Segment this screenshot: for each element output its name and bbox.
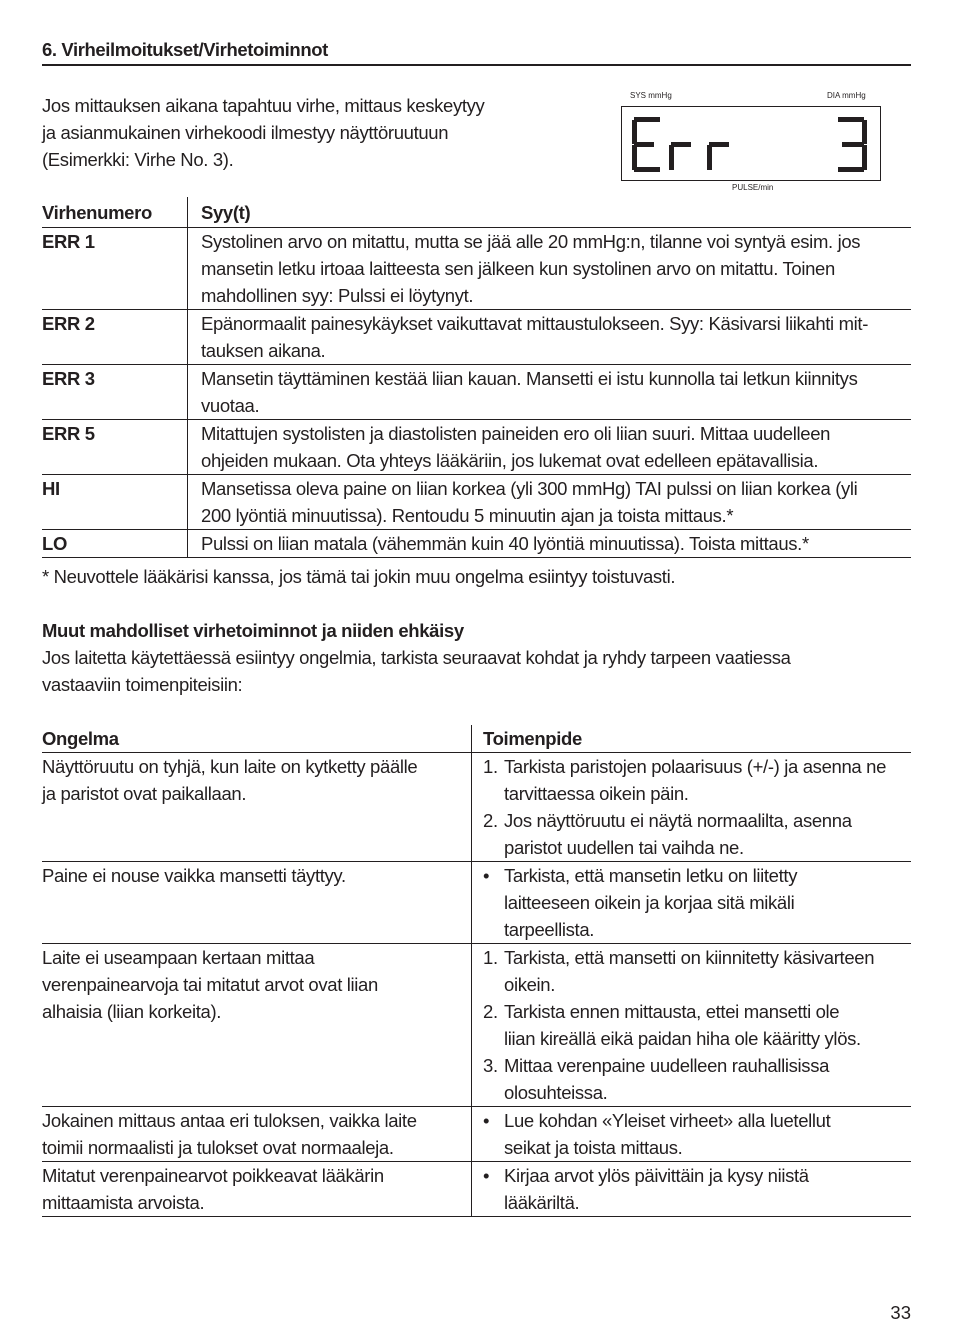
- step-marker: •: [483, 865, 490, 886]
- page-number: 33: [890, 1302, 911, 1323]
- step-marker: 3.: [483, 1055, 498, 1076]
- step-line: Tarkista paristojen polaarisuus (+/-) ja asenna ne: [504, 756, 887, 777]
- cause-line: Mansetin täyttäminen kestää liian kauan. Mansetti ei istu kunnolla tai letkun kiinnitys: [201, 368, 858, 389]
- step-line: olosuhteissa.: [504, 1082, 608, 1103]
- step-text: [504, 998, 911, 1052]
- problem-line: verenpainearvoja tai mitatut arvot ovat liian: [42, 974, 378, 995]
- cause-line: Mansetissa oleva paine on liian korkea (yli 300 mmHg) TAI pulssi on liian korkea (yli: [201, 478, 858, 499]
- cause-line: mahdollinen syy: Pulssi ei löytynyt.: [201, 285, 474, 306]
- remedy-step: [483, 1107, 911, 1161]
- problem-line: Mitatut verenpainearvot poikkeavat lääkärin: [42, 1165, 384, 1186]
- step-line: liian kireällä eikä paidan hiha ole kääritty ylös.: [504, 1028, 861, 1049]
- table-row: [42, 753, 911, 862]
- intro-paragraph: [42, 92, 562, 173]
- error-code: ERR 2: [42, 313, 95, 334]
- cause-line: mansetin letku irtoaa laitteesta sen jälkeen kun systolinen arvo on mitattu. Toinen: [201, 258, 835, 279]
- other-issues-intro: [42, 644, 902, 698]
- table-row: [42, 944, 911, 1107]
- error-cause: [187, 365, 911, 419]
- problem-line: alhaisia (liian korkeita).: [42, 1001, 222, 1022]
- step-line: Lue kohdan «Yleiset virheet» alla luetellut: [504, 1110, 831, 1131]
- lcd-display-illustration: [621, 88, 883, 192]
- table-row: [42, 1162, 911, 1217]
- cause-line: 200 lyöntiä minuutissa). Rentoudu 5 minuutin ajan ja toista mittaus.*: [201, 505, 734, 526]
- remedy-step: [483, 1162, 911, 1216]
- step-line: laitteeseen oikein ja korjaa sitä mikäli: [504, 892, 795, 913]
- problem-description: [42, 862, 471, 943]
- step-text: [504, 753, 911, 807]
- table-row: [42, 475, 911, 530]
- dia-label: DIA mmHg: [827, 91, 866, 100]
- intro-line: Jos mittauksen aikana tapahtuu virhe, mittaus keskeytyy: [42, 95, 485, 116]
- cause-line: vuotaa.: [201, 395, 260, 416]
- lcd-digit-three: [838, 117, 867, 172]
- problem-line: Näyttöruutu on tyhjä, kun laite on kytketty päälle: [42, 756, 418, 777]
- step-marker: •: [483, 1165, 490, 1186]
- remedy-steps: [471, 753, 911, 861]
- cause-line: ohjeiden mukaan. Ota yhteys lääkäriin, jos lukemat ovat edelleen epätavallisia.: [201, 450, 819, 471]
- cause-line: Epänormaalit painesykäykset vaikuttavat mittaustulokseen. Syy: Käsivarsi liikahti mit-: [201, 313, 869, 334]
- cause-line: tauksen aikana.: [201, 340, 326, 361]
- remedy-step: [483, 753, 911, 807]
- problem-line: ja paristot ovat paikallaan.: [42, 783, 247, 804]
- intro-line: (Esimerkki: Virhe No. 3).: [42, 149, 234, 170]
- step-line: Mittaa verenpaine uudelleen rauhallisissa: [504, 1055, 830, 1076]
- problem-description: [42, 1162, 471, 1216]
- intro-line: ja asianmukainen virhekoodi ilmestyy näyttöruutuun: [42, 122, 449, 143]
- step-line: Tarkista ennen mittausta, ettei mansetti ole: [504, 1001, 840, 1022]
- step-line: Tarkista, että mansetti on kiinnitetty käsivarteen: [504, 947, 875, 968]
- step-line: oikein.: [504, 974, 556, 995]
- step-line: seikat ja toista mittaus.: [504, 1137, 683, 1158]
- remedy-step: [483, 1052, 911, 1106]
- header-error-number: Virhenumero: [42, 202, 152, 223]
- troubleshooting-header: [42, 725, 911, 753]
- error-cause: [187, 420, 911, 474]
- table-row: [42, 530, 911, 558]
- header-action: Toimenpide: [471, 725, 911, 752]
- lcd-text-err: [632, 117, 729, 172]
- cause-line: Mitattujen systolisten ja diastolisten paineiden ero oli liian suuri. Mittaa uudelleen: [201, 423, 831, 444]
- remedy-step: [483, 998, 911, 1052]
- cause-line: Pulssi on liian matala (vähemmän kuin 40 lyöntiä minuutissa). Toista mittaus.*: [201, 533, 809, 554]
- problem-line: toimii normaalisti ja tulokset ovat normaaleja.: [42, 1137, 394, 1158]
- error-cause: [187, 530, 911, 557]
- step-text: [504, 807, 911, 861]
- step-line: paristot uudellen tai vaihda ne.: [504, 837, 744, 858]
- table-row: [42, 420, 911, 475]
- problem-line: Paine ei nouse vaikka mansetti täyttyy.: [42, 865, 346, 886]
- step-marker: 1.: [483, 756, 498, 777]
- step-line: lääkäriltä.: [504, 1192, 580, 1213]
- table-row: [42, 365, 911, 420]
- header-problem: Ongelma: [42, 728, 119, 749]
- footnote: * Neuvottele lääkärisi kanssa, jos tämä tai jokin muu ongelma esiintyy toistuvasti.: [42, 566, 676, 587]
- cause-line: Systolinen arvo on mitattu, mutta se jää alle 20 mmHg:n, tilanne voi syntyä esim. jos: [201, 231, 861, 252]
- table-row: [42, 310, 911, 365]
- other-issues-title: Muut mahdolliset virhetoiminnot ja niiden ehkäisy: [42, 620, 464, 641]
- error-code: LO: [42, 533, 67, 554]
- pulse-label: PULSE/min: [732, 183, 774, 192]
- table-row: [42, 862, 911, 944]
- other-intro-line: vastaaviin toimenpiteisiin:: [42, 674, 243, 695]
- step-text: [504, 1052, 911, 1106]
- problem-line: Jokainen mittaus antaa eri tuloksen, vaikka laite: [42, 1110, 417, 1131]
- step-marker: 2.: [483, 1001, 498, 1022]
- other-intro-line: Jos laitetta käytettäessä esiintyy ongelmia, tarkista seuraavat kohdat ja ryhdy tarpeen vaatiessa: [42, 647, 791, 668]
- error-code: ERR 1: [42, 231, 95, 252]
- error-cause: [187, 228, 911, 309]
- error-table-header: [42, 197, 911, 228]
- remedy-steps: [471, 944, 911, 1106]
- step-marker: 1.: [483, 947, 498, 968]
- remedy-steps: [471, 1162, 911, 1216]
- header-causes: Syy(t): [187, 197, 911, 227]
- problem-description: [42, 753, 471, 861]
- step-text: [504, 944, 911, 998]
- problem-description: [42, 1107, 471, 1161]
- error-code: ERR 3: [42, 368, 95, 389]
- problem-description: [42, 944, 471, 1106]
- step-text: [504, 1162, 911, 1216]
- remedy-steps: [471, 862, 911, 943]
- error-cause: [187, 475, 911, 529]
- remedy-steps: [471, 1107, 911, 1161]
- error-cause: [187, 310, 911, 364]
- step-line: tarvittaessa oikein päin.: [504, 783, 689, 804]
- step-text: [504, 1107, 911, 1161]
- lcd-digits: [621, 106, 879, 181]
- table-row: [42, 228, 911, 310]
- step-marker: 2.: [483, 810, 498, 831]
- remedy-step: [483, 862, 911, 943]
- remedy-step: [483, 807, 911, 861]
- step-line: tarpeellista.: [504, 919, 595, 940]
- remedy-step: [483, 944, 911, 998]
- step-marker: •: [483, 1110, 490, 1131]
- troubleshooting-table: [42, 725, 911, 1217]
- step-text: [504, 862, 911, 943]
- error-code-table: [42, 197, 911, 558]
- table-row: [42, 1107, 911, 1162]
- section-title: 6. Virheilmoitukset/Virhetoiminnot: [42, 38, 911, 66]
- error-code: ERR 5: [42, 423, 95, 444]
- sys-label: SYS mmHg: [630, 91, 672, 100]
- problem-line: Laite ei useampaan kertaan mittaa: [42, 947, 315, 968]
- problem-line: mittaamista arvoista.: [42, 1192, 205, 1213]
- step-line: Tarkista, että mansetin letku on liitetty: [504, 865, 798, 886]
- step-line: Kirjaa arvot ylös päivittäin ja kysy niistä: [504, 1165, 809, 1186]
- error-code: HI: [42, 478, 60, 499]
- step-line: Jos näyttöruutu ei näytä normaalilta, asenna: [504, 810, 852, 831]
